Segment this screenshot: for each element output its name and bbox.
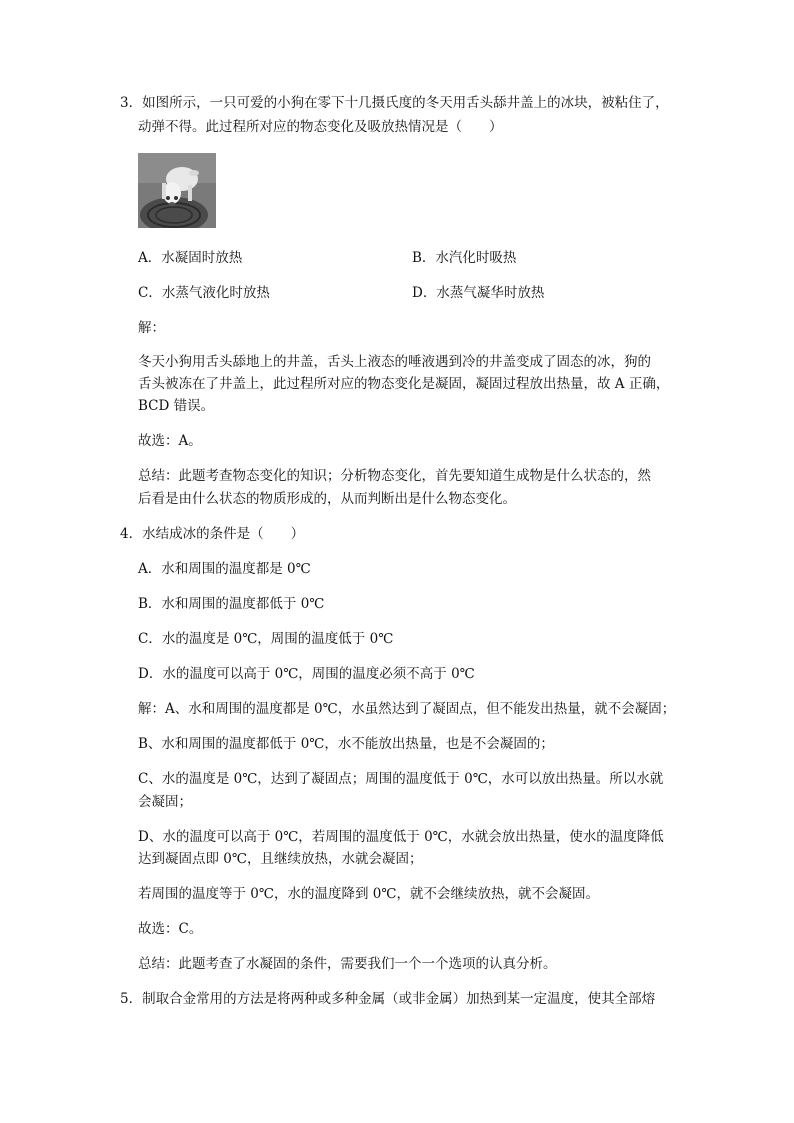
q4-solution-d-line-1: D、水的温度可以高于 0℃，若周围的温度低于 0℃，水就会放出热量，使水的温度降低 <box>138 829 664 845</box>
q3-option-d: D．水蒸气凝华时放热 <box>412 285 545 301</box>
q3-summary-line-2: 后看是由什么状态的物质形成的，从而判断出是什么物态变化。 <box>138 491 516 507</box>
q3-stem-line-2: 动弹不得。此过程所对应的物态变化及吸放热情况是（ ） <box>138 119 503 135</box>
q4-solution-a: 解：A、水和周围的温度都是 0℃，水虽然达到了凝固点，但不能发出热量，就不会凝固； <box>138 701 676 717</box>
q4-stem: 4．水结成冰的条件是（ ） <box>120 526 305 542</box>
q4-option-d: D．水的温度可以高于 0℃，周围的温度必须不高于 0℃ <box>138 666 475 682</box>
q3-explanation-line-3: BCD 错误。 <box>138 398 215 414</box>
q3-option-b: B．水汽化时吸热 <box>412 250 517 266</box>
q4-solution-d-line-2: 达到凝固点即 0℃，且继续放热，水就会凝固； <box>138 851 423 867</box>
q3-explanation-line-2: 舌头被冻在了井盖上，此过程所对应的物态变化是凝固，凝固过程放出热量，故 A 正确， <box>138 376 670 392</box>
q4-option-a: A．水和周围的温度都是 0℃ <box>138 561 311 577</box>
q3-summary-line-1: 总结：此题考查物态变化的知识；分析物态变化，首先要知道生成物是什么状态的，然 <box>138 468 651 484</box>
q4-summary: 总结：此题考查了水凝固的条件，需要我们一个一个选项的认真分析。 <box>138 956 557 972</box>
q4-option-b: B．水和周围的温度都低于 0℃ <box>138 596 325 612</box>
q4-solution-b: B、水和周围的温度都低于 0℃，水不能放出热量，也是不会凝固的； <box>138 736 554 752</box>
q5-stem-line-1: 5．制取合金常用的方法是将两种或多种金属（或非金属）加热到某一定温度，使其全部熔 <box>120 991 656 1007</box>
q4-solution-e: 若周围的温度等于 0℃，水的温度降到 0℃，就不会继续放热，就不会凝固。 <box>138 886 599 902</box>
q3-explanation-line-1: 冬天小狗用舌头舔地上的井盖，舌头上液态的唾液遇到冷的井盖变成了固态的冰，狗的 <box>138 354 651 370</box>
photo-illustration-icon <box>138 153 216 228</box>
q4-answer: 故选：C。 <box>138 921 203 937</box>
dog-licking-manhole-photo <box>138 153 216 228</box>
q4-option-c: C．水的温度是 0℃，周围的温度低于 0℃ <box>138 631 394 647</box>
q3-solution-label: 解： <box>138 320 165 336</box>
q3-answer: 故选：A。 <box>138 433 202 449</box>
q4-solution-c-line-1: C、水的温度是 0℃，达到了凝固点；周围的温度低于 0℃，水可以放出热量。所以水就 <box>138 771 664 787</box>
q3-option-c: C．水蒸气液化时放热 <box>138 285 270 301</box>
q4-solution-c-line-2: 会凝固； <box>138 794 192 810</box>
q3-stem-line-1: 3．如图所示，一只可爱的小狗在零下十几摄氏度的冬天用舌头舔井盖上的冰块，被粘住了， <box>120 95 669 111</box>
q3-option-a: A．水凝固时放热 <box>138 250 243 266</box>
